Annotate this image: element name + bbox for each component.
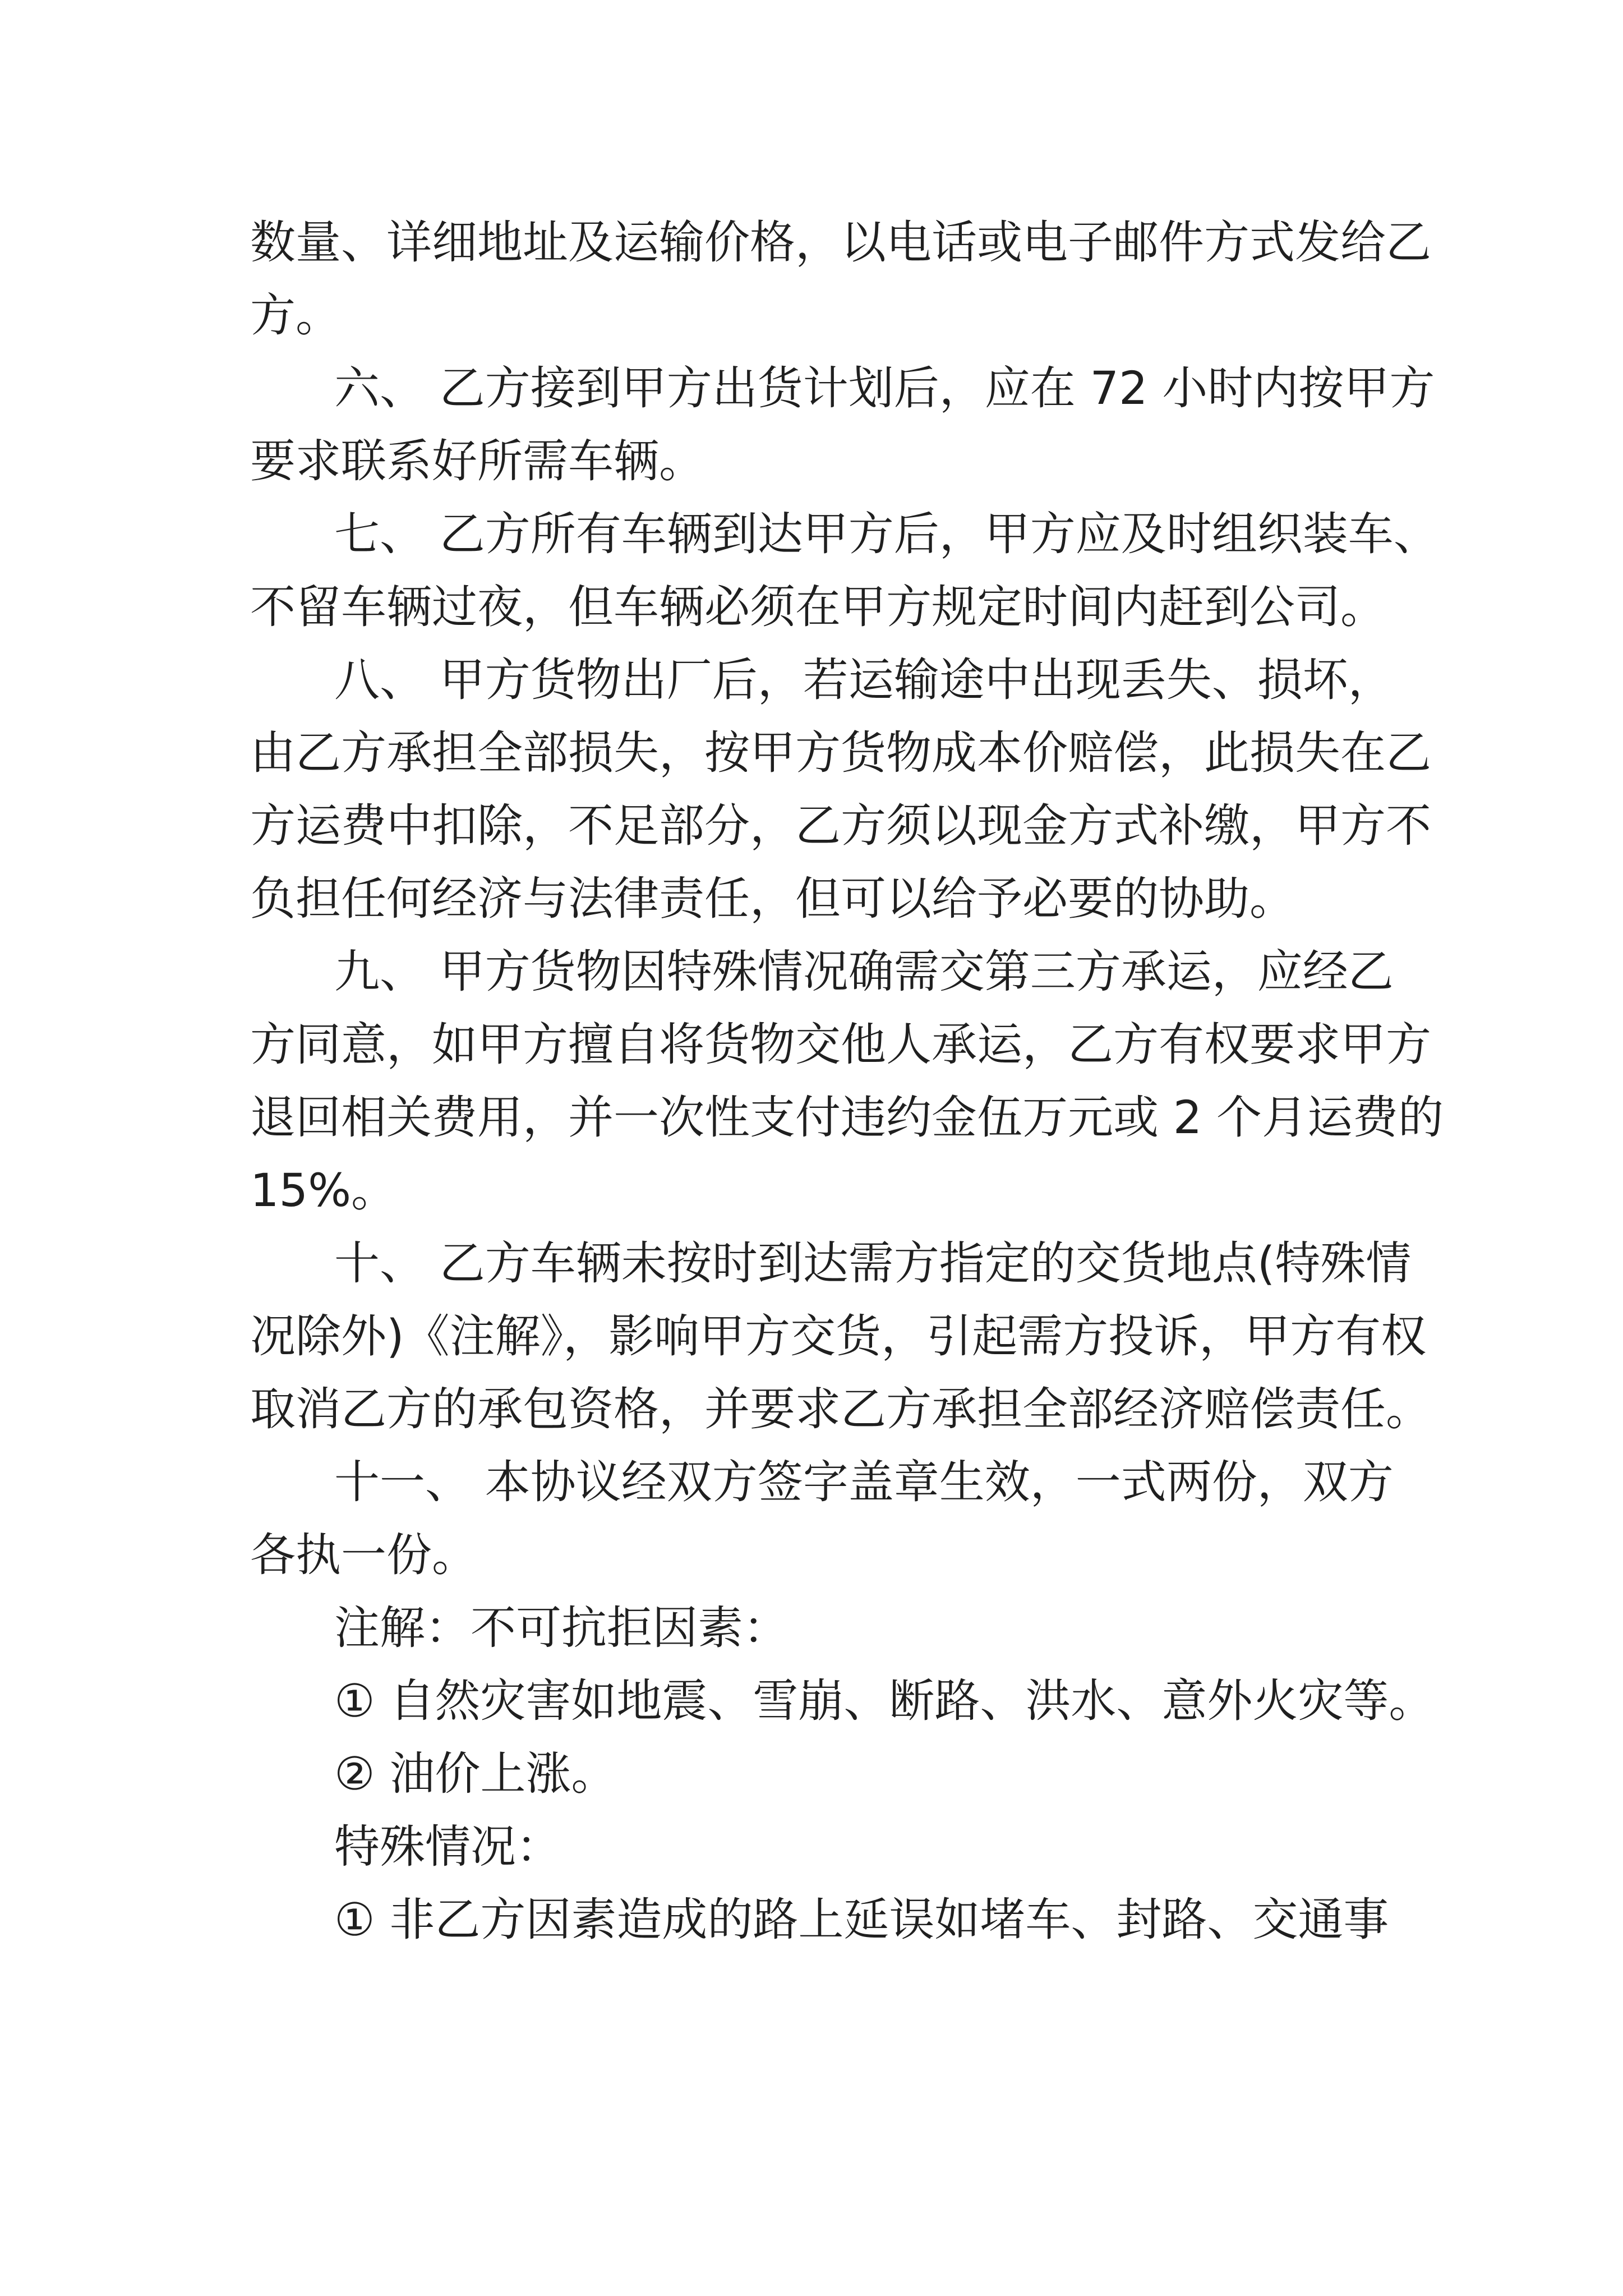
text-line: 方运费中扣除，不足部分，乙方须以现金方式补缴，甲方不	[250, 800, 1432, 853]
text-line: 十一、 本协议经双方签字盖章生效，一式两份，双方	[334, 1456, 1394, 1509]
text-line: ② 油价上涨。	[334, 1748, 617, 1801]
text-line: 由乙方承担全部损失，按甲方货物成本价赔偿，此损失在乙	[250, 727, 1432, 780]
text-line: 退回相关费用，并一次性支付违约金伍万元或 2 个月运费的	[250, 1092, 1444, 1144]
text-line: 15%。	[250, 1165, 397, 1217]
text-line: 取消乙方的承包资格，并要求乙方承担全部经济赔偿责任。	[250, 1383, 1432, 1436]
text-line: 负担任何经济与法律责任，但可以给予必要的协助。	[250, 873, 1295, 926]
text-line: 特殊情况：	[334, 1821, 562, 1874]
text-line: 七、 乙方所有车辆到达甲方后，甲方应及时组织装车、	[334, 508, 1439, 561]
text-line: 九、 甲方货物因特殊情况确需交第三方承运，应经乙	[334, 946, 1394, 999]
text-line: 数量、详细地址及运输价格，以电话或电子邮件方式发给乙	[250, 217, 1432, 269]
text-line: 况除外)《注解》，影响甲方交货，引起需方投诉，甲方有权	[250, 1310, 1427, 1363]
text-line: 十、 乙方车辆未按时到达需方指定的交货地点(特殊情	[334, 1237, 1412, 1290]
text-line: 注解：不可抗拒因素：	[334, 1602, 789, 1655]
text-line: 方同意，如甲方擅自将货物交他人承运，乙方有权要求甲方	[250, 1019, 1432, 1071]
text-line: 方。	[250, 289, 342, 342]
text-line: 八、 甲方货物出厂后，若运输途中出现丢失、损坏，	[334, 654, 1394, 707]
text-line: ① 自然灾害如地震、雪崩、断路、洪水、意外火灾等。	[334, 1675, 1435, 1728]
text-line: 各执一份。	[250, 1529, 478, 1582]
text-line: 六、 乙方接到甲方出货计划后，应在 72 小时内按甲方	[334, 362, 1435, 415]
text-line: ① 非乙方因素造成的路上延误如堵车、封路、交通事	[334, 1894, 1389, 1947]
text-line: 不留车辆过夜，但车辆必须在甲方规定时间内赶到公司。	[250, 581, 1386, 634]
text-line: 要求联系好所需车辆。	[250, 435, 705, 488]
